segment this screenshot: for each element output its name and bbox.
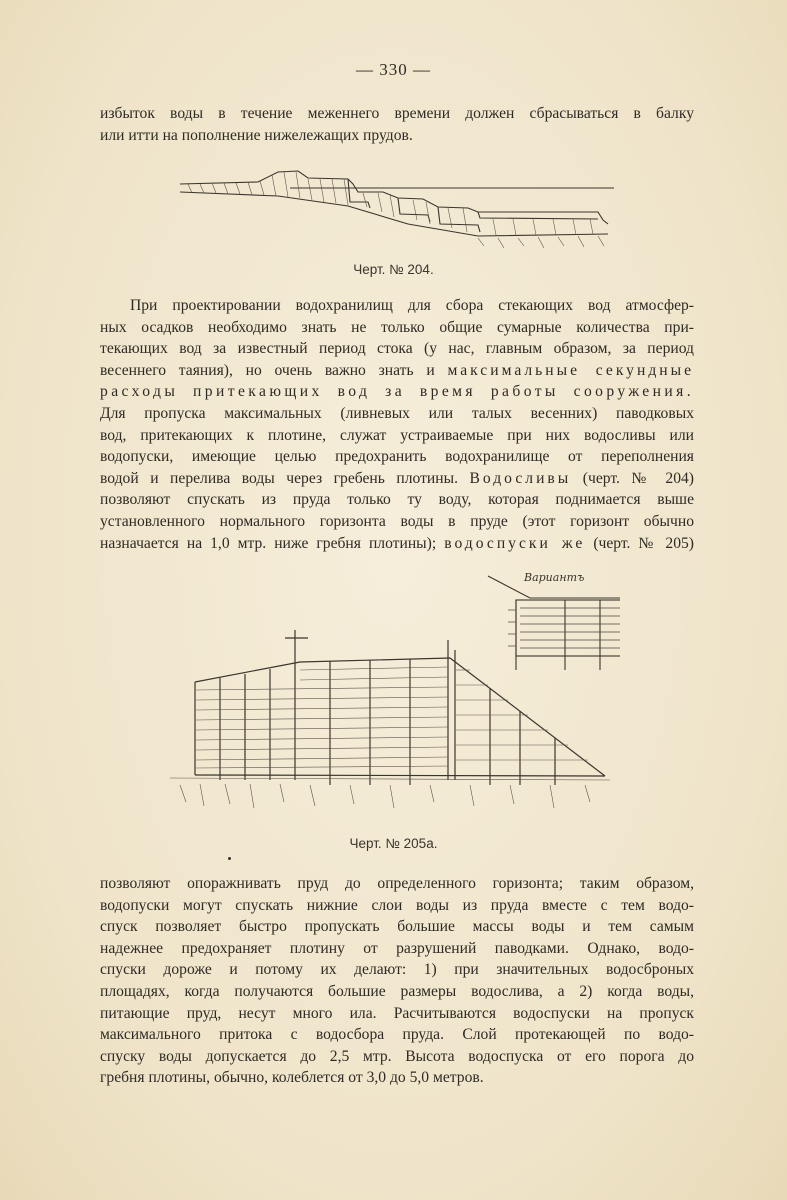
paragraph-3 xyxy=(100,873,694,1089)
text-line xyxy=(100,360,694,382)
text-line: площадях, когда получаются большие размеры водослива, а 2) когда воды, xyxy=(100,982,694,1000)
figure-variant-label: Вариантъ xyxy=(524,571,585,584)
text-line xyxy=(100,533,694,555)
text-line xyxy=(100,295,694,317)
text-line: водопуски, имеющие целью предохранить водохранилище от переполнения xyxy=(100,448,694,466)
caption-205a: Черт. № 205а. xyxy=(349,836,438,851)
ink-speck xyxy=(228,857,231,860)
text-segment: назначается на 1,0 мтр. ниже гребня плотины); xyxy=(100,534,437,552)
figure-204 xyxy=(178,162,614,252)
text-line: гребня плотины, обычно, колеблется от 3,0 до 5,0 метров. xyxy=(100,1069,484,1087)
text-line: Для пропуска максимальных (ливневых или талых весенних) паводковых xyxy=(100,404,694,422)
text-line: спуск позволяет быстро пропускать большие массы воды и тем самым xyxy=(100,918,694,936)
text-line: установленного нормального горизонта воды в пруде (этот горизонт обычно xyxy=(100,512,694,530)
paragraph-2 xyxy=(100,295,694,554)
paragraph-1 xyxy=(100,103,694,146)
text-segment: При проектировании водохранилищ для сбора стекающих вод атмосфер- xyxy=(130,297,694,314)
text-line: избыток воды в течение меженнего времени должен сбрасываться в балку xyxy=(100,105,694,122)
text-line: позволяют опоражнивать пруд до определенного горизонта; таким образом, xyxy=(100,875,694,892)
text-segment: (черт. № 205) xyxy=(593,534,694,552)
text-line: спуски дороже и потому их делают: 1) при значительных водосброных xyxy=(100,961,694,979)
text-line: водопуски могут спускать нижние слои воды из пруда вместе с тем водо- xyxy=(100,896,694,914)
figure-205a xyxy=(170,570,620,830)
spaced-text-line: расходы притекающих вод за время работы сооружения. xyxy=(100,383,694,401)
text-line: или итти на пополнение нижележащих прудов. xyxy=(100,126,413,144)
text-line: надежнее предохраняет плотину от разрушений паводками. Однако, водо- xyxy=(100,939,694,957)
text-line: максимального притока с водосбора пруда. Слой протекающей по водо- xyxy=(100,1026,694,1044)
text-line xyxy=(100,468,694,490)
caption-204: Черт. № 204. xyxy=(353,262,434,277)
text-line: текающих вод за известный период стока (у нас, главным образом, за период xyxy=(100,340,694,358)
text-line: вод, притекающих к плотине, служат устраиваемые при них водосливы или xyxy=(100,426,694,444)
text-segment: водой и перелива воды через гребень плотины. xyxy=(100,469,458,487)
text-line: ных осадков необходимо знать не только общие сумарные количества при- xyxy=(100,318,694,336)
spaced-text: максимальные секундные xyxy=(447,361,694,379)
text-segment: (черт. № 204) xyxy=(582,469,694,487)
text-line: спуску воды допускается до 2,5 мтр. Высота водоспуска от его порога до xyxy=(100,1047,694,1065)
spaced-text: Водосливы xyxy=(469,469,572,487)
text-line: питающие пруд, несут много ила. Расчитываются водоспуски на пропуск xyxy=(100,1004,694,1022)
text-segment: весеннего таяния), но очень важно знать и xyxy=(100,361,435,379)
text-line: позволяют спускать из пруда только ту воду, которая поднимается выше xyxy=(100,491,694,509)
page-number: — 330 — xyxy=(356,60,431,79)
spaced-text: водоспуски же xyxy=(444,534,586,552)
